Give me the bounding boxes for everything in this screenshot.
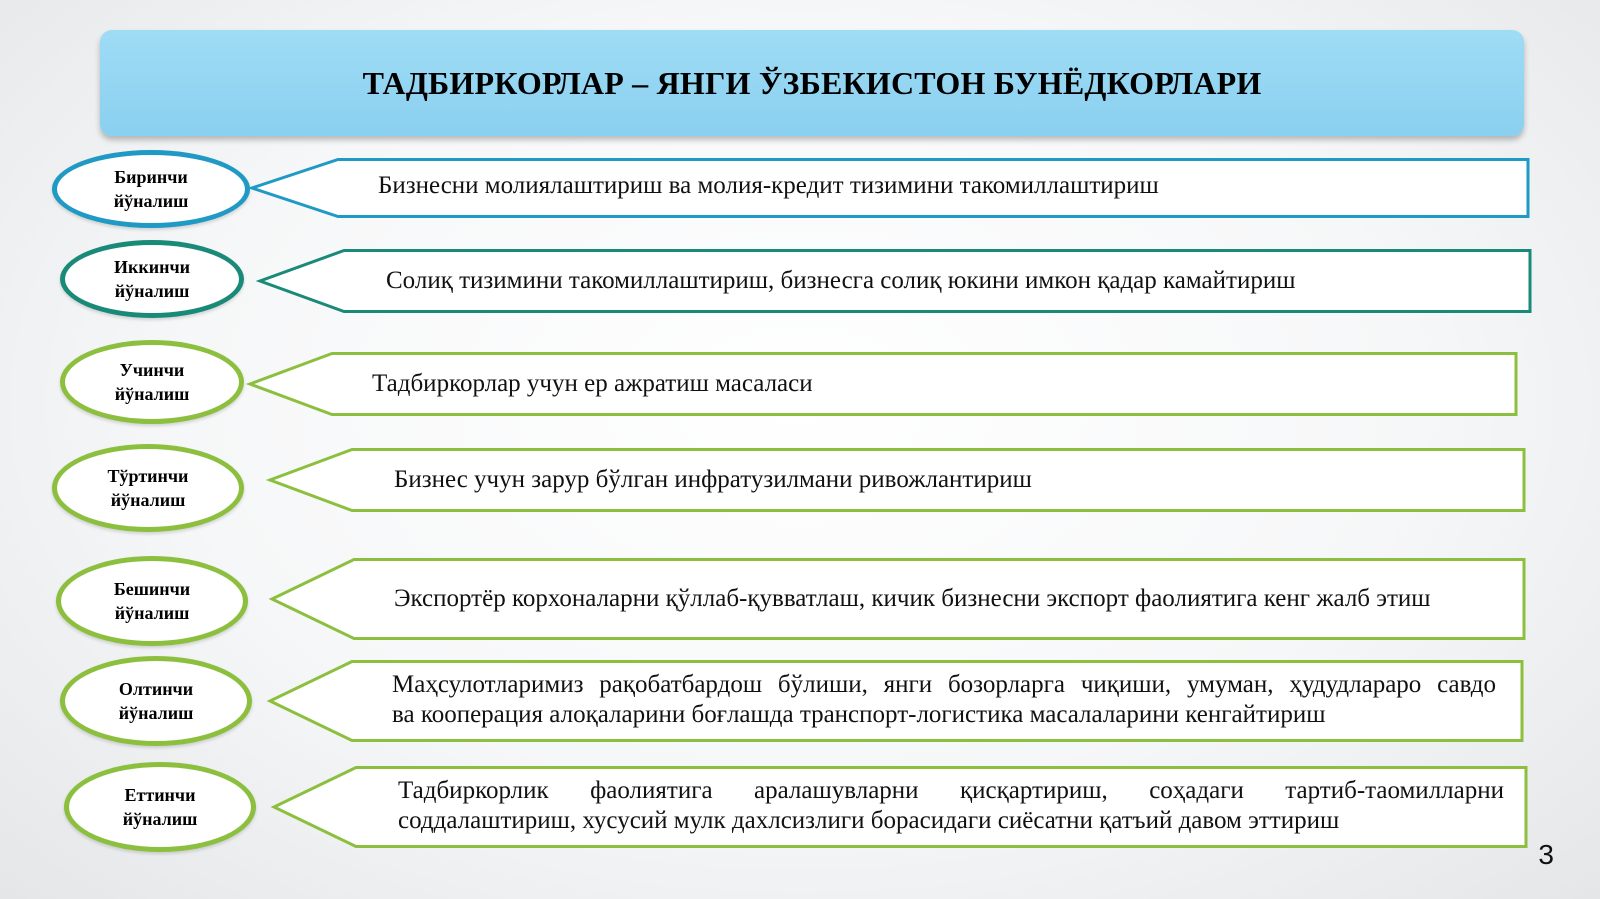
direction-6-oval	[60, 656, 252, 746]
direction-6-text-line2: ва кооперация алоқаларини боғлашда транспорт-логистика масалаларини кенгайтириш	[392, 701, 1326, 728]
direction-6-callout	[268, 660, 1524, 742]
direction-7-callout	[272, 766, 1528, 848]
direction-7-oval	[64, 762, 256, 852]
direction-5-oval	[56, 556, 248, 646]
direction-5-callout	[270, 558, 1526, 640]
direction-7-text-line2: соддалаштириш, хусусий мулк дахлсизлиги борасидаги сиёсатни қатъий давом эттириш	[398, 807, 1340, 834]
page-number: 3	[1538, 839, 1554, 870]
direction-3-text: Тадбиркорлар учун ер ажратиш масаласи	[372, 370, 813, 397]
direction-3-label-line1: Учинчи	[119, 360, 185, 380]
direction-4-text: Бизнес учун зарур бўлган инфратузилмани ривожлантириш	[394, 466, 1032, 493]
direction-2-label-line2: йўналиш	[114, 281, 190, 301]
direction-5-text: Экспортёр корхоналарни қўллаб-қувватлаш, кичик бизнесни экспорт фаолиятига кенг жалб этиш	[394, 585, 1431, 612]
direction-7-label-line1: Еттинчи	[124, 785, 196, 805]
direction-1-text: Бизнесни молиялаштириш ва молия-кредит тизимини такомиллаштириш	[378, 172, 1159, 199]
direction-6-label-line2: йўналиш	[118, 703, 194, 723]
direction-5-label-line1: Бешинчи	[113, 579, 191, 599]
direction-1-callout	[250, 158, 1530, 218]
page-title: ТАДБИРКОРЛАР – ЯНГИ ЎЗБЕКИСТОН БУНЁДКОРЛАРИ	[362, 64, 1262, 101]
direction-1-label-line1: Биринчи	[114, 167, 188, 187]
direction-2-oval	[60, 240, 244, 318]
direction-1-oval	[52, 150, 250, 228]
direction-2-text: Солиқ тизимини такомиллаштириш, бизнесга солиқ юкини имкон қадар камайтириш	[386, 267, 1296, 294]
direction-6-text-line1: Маҳсулотларимиз рақобатбардош бўлиши, янги бозорларга чиқиши, умуман, ҳудудлараро савдо	[392, 671, 1496, 698]
direction-4-oval	[52, 444, 244, 532]
direction-6-text	[392, 670, 1496, 730]
direction-6-label-line1: Олтинчи	[118, 679, 194, 699]
direction-4-label-line1: Тўртинчи	[107, 466, 189, 486]
direction-7-label-line2: йўналиш	[122, 809, 198, 829]
title-banner	[100, 30, 1524, 136]
direction-3-callout	[248, 352, 1518, 416]
direction-4-callout	[268, 448, 1526, 512]
direction-7-text-line1: Тадбиркорлик фаолиятига аралашувларни қисқартириш, соҳадаги тартиб-таомилларни	[398, 777, 1504, 804]
direction-1-label-line2: йўналиш	[113, 191, 189, 211]
direction-2-callout	[258, 249, 1532, 313]
direction-5-label-line2: йўналиш	[114, 603, 190, 623]
direction-3-label-line2: йўналиш	[114, 384, 190, 404]
direction-7-text	[398, 776, 1504, 836]
direction-4-label-line2: йўналиш	[110, 490, 186, 510]
direction-2-label-line1: Иккинчи	[113, 257, 190, 277]
direction-3-oval	[60, 340, 244, 424]
